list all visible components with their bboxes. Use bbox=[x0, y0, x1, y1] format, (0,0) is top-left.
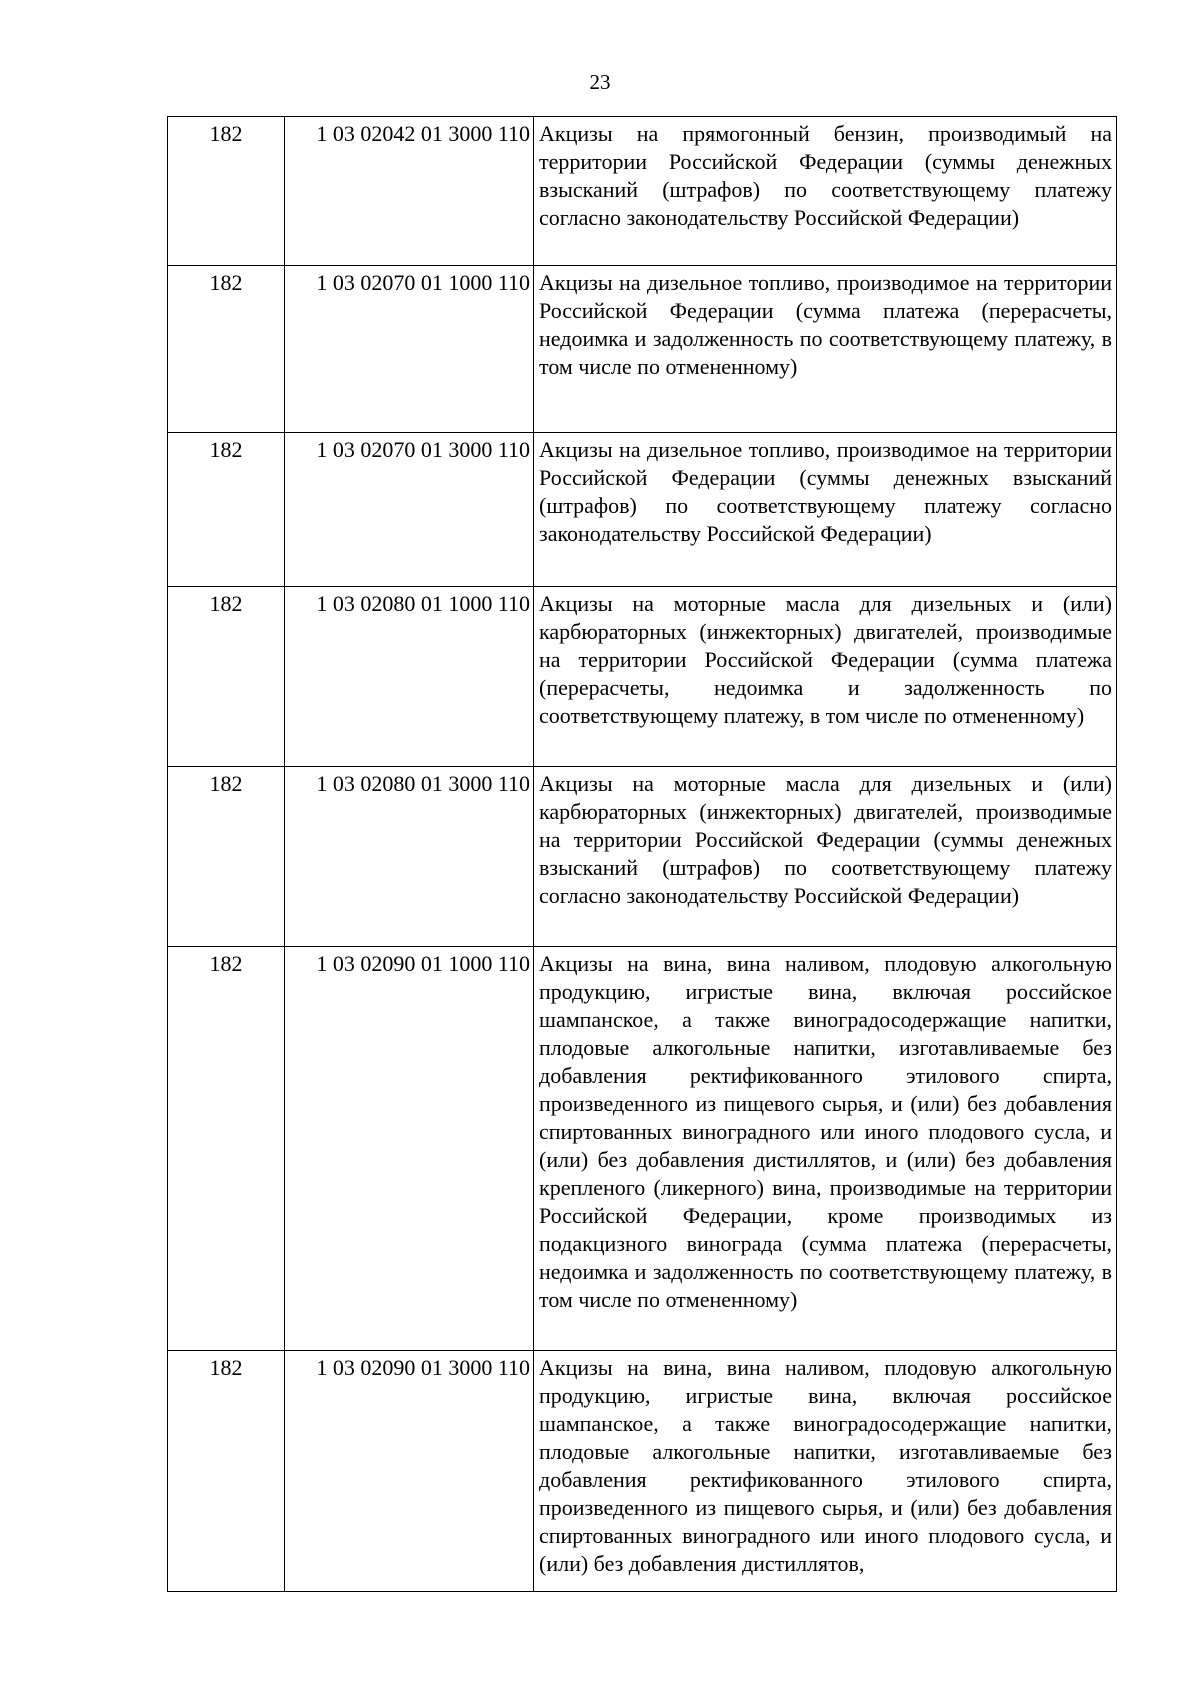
table-row bbox=[168, 767, 1117, 947]
description-cell: Акцизы на вина, вина наливом, плодовую алкогольную продукцию, игристые вина, включая российское шампанское, а также виноградосодержащие напитки, плодовые алкогольные напитки, изготавливаемые без добавления ректификованного этилового спирта, произведенного из пищевого сырья, и (или) без добавления спиртованных виноградного или иного плодового сусла, и (или) без добавления дистиллятов, bbox=[534, 1351, 1117, 1592]
admin-code-cell: 182 bbox=[168, 587, 285, 767]
admin-code-cell: 182 bbox=[168, 767, 285, 947]
description-cell: Акцизы на дизельное топливо, производимое на территории Российской Федерации (сумма платежа (перерасчеты, недоимка и задолженность по соответствующему платежу, в том числе по отмененному) bbox=[534, 266, 1117, 433]
excise-codes-table bbox=[167, 116, 1117, 1592]
table-row bbox=[168, 266, 1117, 433]
budget-code-cell: 1 03 02042 01 3000 110 bbox=[285, 117, 534, 266]
admin-code-cell: 182 bbox=[168, 433, 285, 587]
budget-code-cell: 1 03 02090 01 1000 110 bbox=[285, 947, 534, 1351]
budget-code-cell: 1 03 02070 01 3000 110 bbox=[285, 433, 534, 587]
admin-code-cell: 182 bbox=[168, 1351, 285, 1592]
budget-code-cell: 1 03 02080 01 3000 110 bbox=[285, 767, 534, 947]
table-row bbox=[168, 433, 1117, 587]
table-row bbox=[168, 1351, 1117, 1592]
description-cell: Акцизы на моторные масла для дизельных и (или) карбюраторных (инжекторных) двигателей, производимые на территории Российской Федерации (суммы денежных взысканий (штрафов) по соответствующему платежу согласно законодательству Российской Федерации) bbox=[534, 767, 1117, 947]
admin-code-cell: 182 bbox=[168, 117, 285, 266]
budget-code-cell: 1 03 02090 01 3000 110 bbox=[285, 1351, 534, 1592]
admin-code-cell: 182 bbox=[168, 266, 285, 433]
description-cell: Акцизы на моторные масла для дизельных и (или) карбюраторных (инжекторных) двигателей, производимые на территории Российской Федерации (сумма платежа (перерасчеты, недоимка и задолженность по соответствующему платежу, в том числе по отмененному) bbox=[534, 587, 1117, 767]
table-row bbox=[168, 587, 1117, 767]
page-number: 23 bbox=[589, 70, 611, 94]
description-cell: Акцизы на вина, вина наливом, плодовую алкогольную продукцию, игристые вина, включая российское шампанское, а также виноградосодержащие напитки, плодовые алкогольные напитки, изготавливаемые без добавления ректификованного этилового спирта, произведенного из пищевого сырья, и (или) без добавления спиртованных виноградного или иного плодового сусла, и (или) без добавления дистиллятов, и (или) без добавления крепленого (ликерного) вина, производимые на территории Российской Федерации, кроме производимых из подакцизного винограда (сумма платежа (перерасчеты, недоимка и задолженность по соответствующему платежу, в том числе по отмененному) bbox=[534, 947, 1117, 1351]
table-row bbox=[168, 117, 1117, 266]
description-cell: Акцизы на прямогонный бензин, производимый на территории Российской Федерации (суммы денежных взысканий (штрафов) по соответствующему платежу согласно законодательству Российской Федерации) bbox=[534, 117, 1117, 266]
budget-code-cell: 1 03 02080 01 1000 110 bbox=[285, 587, 534, 767]
description-cell: Акцизы на дизельное топливо, производимое на территории Российской Федерации (суммы денежных взысканий (штрафов) по соответствующему платежу согласно законодательству Российской Федерации) bbox=[534, 433, 1117, 587]
budget-code-cell: 1 03 02070 01 1000 110 bbox=[285, 266, 534, 433]
admin-code-cell: 182 bbox=[168, 947, 285, 1351]
table-row bbox=[168, 947, 1117, 1351]
